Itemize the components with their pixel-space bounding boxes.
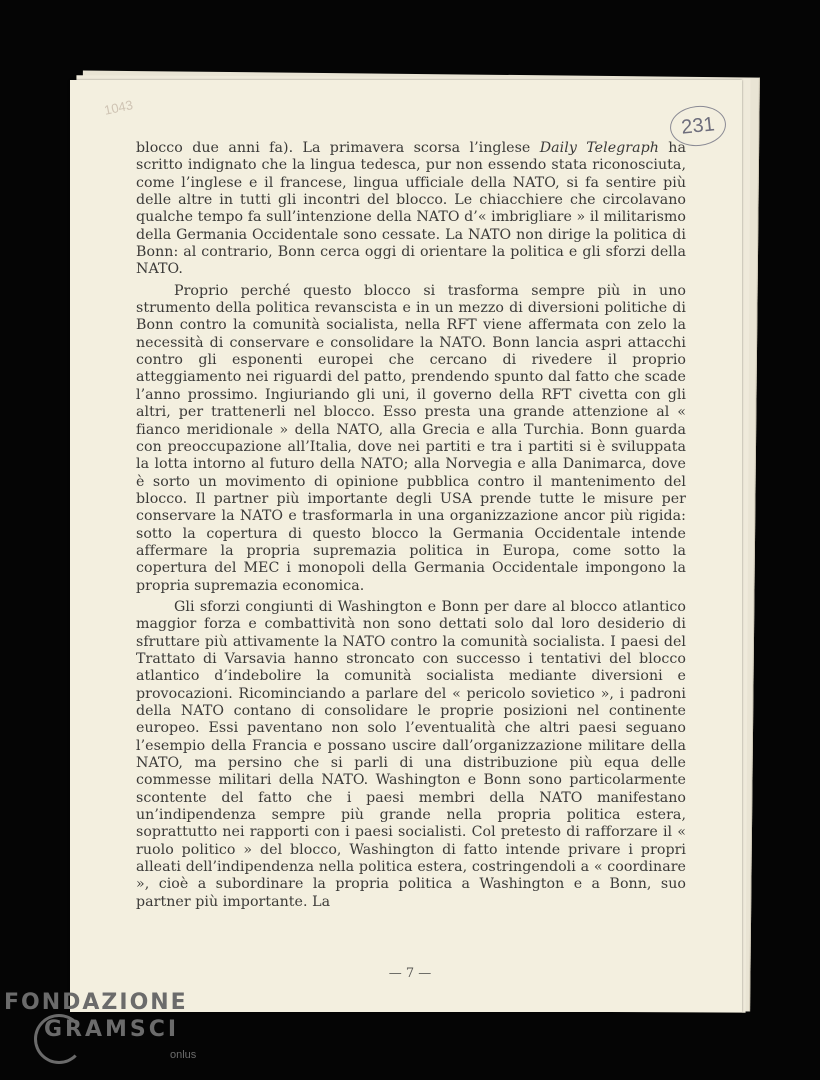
text-run: ha scritto indignato che la lingua tedesca, pur non essendo stata riconosciuta, come l’inglese e il francese, lingua ufficiale della NATO, si fa sentire più delle altre in tutti gli incontri del blocco. Le chiacchiere che circolavano qualche tempo fa sull’intenzione della NATO d’« imbrigliare » il militarismo della Germania Occidentale sono cessate. La NATO non dirige la politica di Bonn: al contrario, Bonn cerca oggi di orientare la politica e gli sforzi della NATO. [136, 140, 686, 278]
text-run: Proprio perché questo blocco si trasforma sempre più in uno strumento della politica revanscista e in un mezzo di diversioni politiche di Bonn contro la comunità socialista, nella RFT viene affermata con zelo la necessità di conservare e consolidare la NATO. Bonn lancia aspri attacchi contro gli esponenti europei che cercano di rivedere il proprio atteggiamento nei riguardi del patto, prendendo spunto dal fatto che scade l’anno prossimo. Ingiuriando gli uni, il governo della RFT civetta con gli altri, per trattenerli nel blocco. Esso presta una grande attenzione al « fianco meridionale » della NATO, alla Grecia e alla Turchia. Bonn guarda con preoccupazione all’Italia, dove nei partiti e tra i partiti si è sviluppata la lotta intorno al futuro della NATO; alla Norvegia e alla Danimarca, dove è sorto un movimento di opinione pubblica contro il mantenimento del blocco. Il partner più importante degli USA prende tutte le misure per conservare la NATO e trasformarla in una organizzazione ancor più rigida: sotto la copertura di questo blocco la Germania Occidentale intende affermare la propria supremazia politica in Europa, come sotto la copertura del MEC i monopoli della Germania Occidentale impongono la propria supremazia economica. [136, 282, 686, 594]
pencil-note: 1043 [102, 97, 135, 118]
paragraph [136, 283, 686, 595]
watermark-onlus: onlus [170, 1049, 197, 1061]
body-text [136, 140, 686, 915]
watermark-fondazione: FONDAZIONE [4, 990, 188, 1015]
text-run: blocco due anni fa). La primavera scorsa l’inglese [136, 140, 540, 156]
watermark-gramsci: GRAMSCI [44, 1017, 180, 1042]
text-run: Gli sforzi congiunti di Washington e Bonn per dare al blocco atlantico maggior forza e combattività non sono dettati solo dal loro desiderio di sfruttare più attivamente la NATO contro la comunità socialista. I paesi del Trattato di Varsavia hanno stroncato con successo i tentativi del blocco atlantico d’indebolire la comunità socialista mediante diversioni e provocazioni. Ricominciando a parlare del « pericolo sovietico », i padroni della NATO contano di consolidare le proprie posizioni nel continente europeo. Essi paventano non solo l’eventualità che altri paesi seguano l’esempio della Francia e possano uscire dall’organizzazione militare della NATO, ma persino che si parli di una distribuzione più equa delle commesse militari della NATO. Washington e Bonn sono particolarmente scontente del fatto che i paesi membri della NATO manifestano un’indipendenza sempre più grande nella propria politica estera, soprattutto nei rapporti con i paesi socialisti. Col pretesto di rafforzare il « ruolo politico » del blocco, Washington di fatto intende privare i propri alleati dell’indipendenza nella politica estera, costringendoli a « coordinare », cioè a subordinare la propria politica a Washington e a Bonn, suo partner più importante. La [136, 598, 686, 910]
page-number: — 7 — [388, 966, 432, 981]
paragraph [136, 140, 686, 279]
italic-text: Daily Telegraph [539, 140, 659, 156]
paragraph [136, 599, 686, 911]
archive-stamp-number: 231 [668, 103, 728, 149]
